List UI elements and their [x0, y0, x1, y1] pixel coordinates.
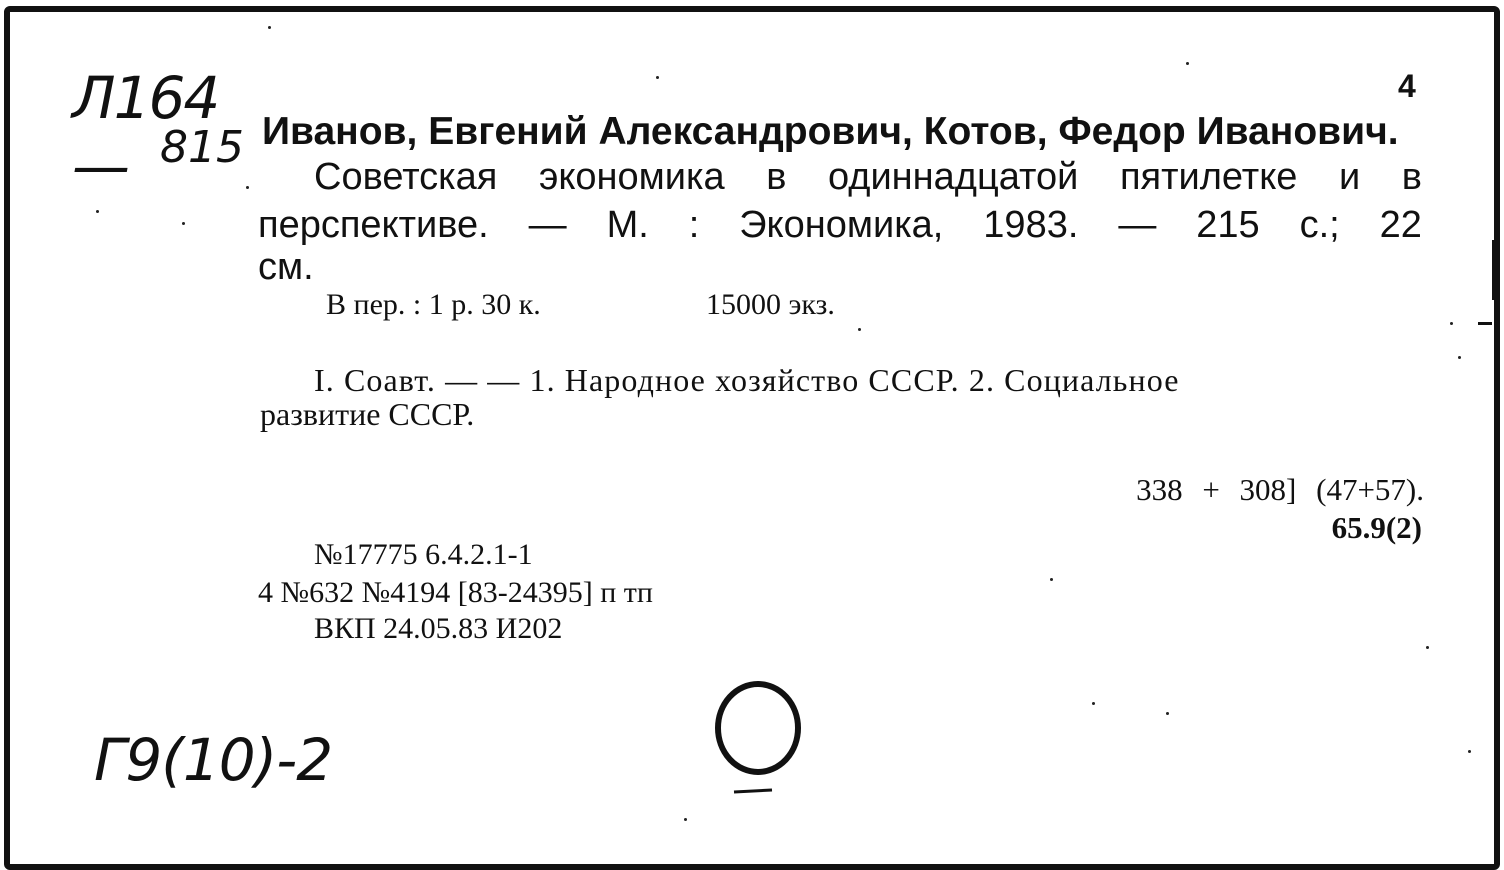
- speck: [268, 26, 271, 29]
- edge-mark: [1492, 240, 1498, 300]
- print-run: 15000 экз.: [706, 288, 835, 321]
- print-info-line-2: 4 №632 №4194 [83-24395] п тп: [258, 576, 653, 609]
- punch-hole: [706, 676, 816, 796]
- speck: [1468, 750, 1471, 753]
- title-line-3: см.: [258, 246, 314, 288]
- shelfmark-top: Л164—: [72, 64, 219, 200]
- speck: [1166, 712, 1169, 715]
- speck: [246, 186, 249, 189]
- speck: [1426, 646, 1429, 649]
- print-info-line-1: №17775 6.4.2.1-1: [314, 538, 533, 571]
- tracings-line-2: развитие СССР.: [260, 396, 475, 432]
- price-binding: В пер. : 1 р. 30 к.: [326, 288, 541, 321]
- print-info-line-3: ВКП 24.05.83 И202: [314, 612, 563, 645]
- title-line-2: перспективе. — М. : Экономика, 1983. — 215 с.; 22: [258, 204, 1422, 246]
- title-line-1: Советская экономика в одиннадцатой пятилетке и в: [314, 156, 1422, 198]
- card-number: 4: [1398, 68, 1416, 104]
- speck: [1092, 702, 1095, 705]
- speck: [1450, 322, 1453, 325]
- speck: [656, 76, 659, 79]
- author-heading: Иванов, Евгений Александрович, Котов, Федор Иванович.: [262, 110, 1399, 153]
- speck: [1050, 578, 1053, 581]
- classification-line-1: 338 + 308] (47+57).: [1136, 472, 1424, 507]
- speck: [1186, 62, 1189, 65]
- classification-line-2: 65.9(2): [1331, 510, 1422, 545]
- speck: [684, 818, 687, 821]
- handwritten-shelfmark: [72, 64, 252, 200]
- edge-mark: [1478, 322, 1492, 325]
- shelfmark-bottom: 815: [160, 122, 244, 173]
- handwritten-code: Г9(10)-2: [94, 726, 333, 794]
- speck: [96, 210, 99, 213]
- speck: [1458, 356, 1461, 359]
- speck: [182, 222, 185, 225]
- tracings-line-1: I. Соавт. — — 1. Народное хозяйство СССР. 2. Социальное: [314, 362, 1180, 398]
- speck: [858, 328, 861, 331]
